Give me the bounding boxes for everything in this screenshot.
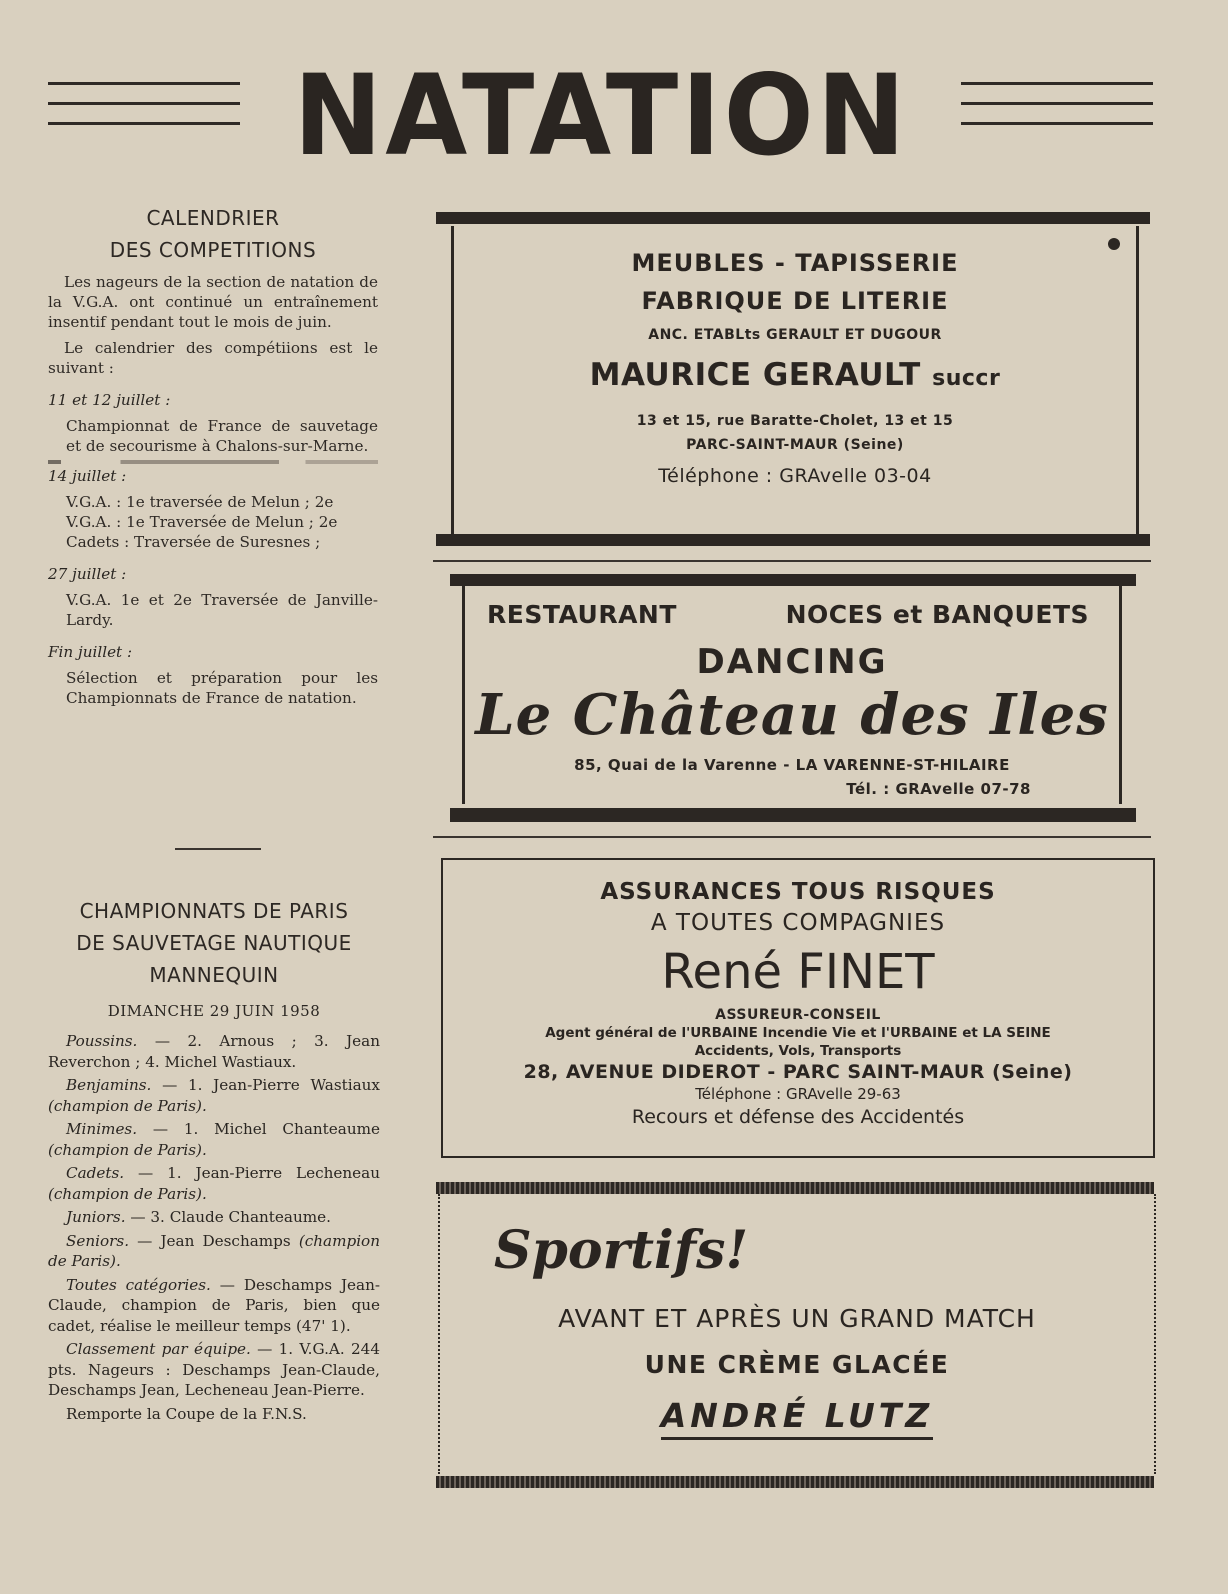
- masthead-lines-left: [48, 82, 240, 144]
- ad-assurances-role: ASSUREUR-CONSEIL: [715, 1007, 881, 1023]
- masthead-lines-right: [961, 82, 1153, 144]
- result-item: Toutes catégories. — Deschamps Jean-Claude, champion de Paris, bien que cadet, réalise le meilleur temps (47' 1).: [48, 1275, 380, 1335]
- championship-title-line2: DE SAUVETAGE NAUTIQUE: [76, 931, 352, 955]
- calendar-intro: Les nageurs de la section de natation de la V.G.A. ont continué un entraînement insentif pendant tout le mois de juin.: [48, 273, 378, 331]
- print-smear: [48, 460, 378, 464]
- ad-separator: [433, 836, 1151, 838]
- ad-glace: [438, 1194, 1156, 1474]
- ad-meubles-phone: Téléphone : GRAvelle 03-04: [658, 465, 932, 487]
- ad-border-top: [450, 574, 1136, 586]
- event-line: V.G.A. 1e et 2e Traversée de Janville-Lardy.: [66, 591, 378, 629]
- championship-title-line3: MANNEQUIN: [149, 963, 279, 987]
- section-divider: [175, 848, 261, 850]
- result-item: Benjamins. — 1. Jean-Pierre Wastiaux (champion de Paris).: [48, 1076, 380, 1115]
- championship-date: DIMANCHE 29 JUIN 1958: [107, 1002, 321, 1020]
- ad-glace-line2: UNE CRÈME GLACÉE: [644, 1350, 950, 1379]
- ad-assurances: [441, 858, 1155, 1158]
- calendar-title-line1: CALENDRIER: [146, 206, 280, 230]
- result-item: Juniors. — 3. Claude Chanteaume.: [66, 1208, 331, 1226]
- event-date: Fin juillet :: [48, 643, 133, 661]
- ad-border-bottom: [436, 534, 1150, 546]
- event-line: Sélection et préparation pour les Championnats de France de natation.: [66, 669, 378, 707]
- event-date: 27 juillet :: [48, 565, 127, 583]
- ad-meubles-line3: ANC. ETABLts GERAULT ET DUGOUR: [648, 327, 942, 343]
- calendar-intro2: Le calendrier des compétiions est le suivant :: [48, 339, 378, 377]
- result-item: Classement par équipe. — 1. V.G.A. 244 pts. Nageurs : Deschamps Jean-Claude, Deschamps Jean, Lecheneau Jean-Pierre.: [48, 1340, 380, 1399]
- ad-assurances-phone: Téléphone : GRAvelle 29-63: [695, 1085, 901, 1103]
- ad-assurances-agent: Agent général de l'URBAINE Incendie Vie et l'URBAINE et LA SEINE: [545, 1025, 1051, 1041]
- ad-meubles-city: PARC-SAINT-MAUR (Seine): [686, 437, 904, 453]
- event-line: V.G.A. : 1e traversée de Melun ; 2e: [66, 493, 334, 511]
- masthead: [48, 50, 1153, 181]
- ornament-icon: [1108, 238, 1120, 250]
- ad-border-top: [436, 1182, 1154, 1194]
- championship-article: [48, 895, 380, 1427]
- ad-restaurant-address: 85, Quai de la Varenne - LA VARENNE-ST-HILAIRE: [574, 756, 1010, 774]
- ad-separator: [433, 560, 1151, 562]
- ad-glace-brand: ANDRÉ LUTZ: [440, 1396, 1154, 1435]
- results-list: [48, 1031, 380, 1424]
- ad-border-bottom: [450, 808, 1136, 822]
- event-line: V.G.A. : 1e Traversée de Melun ; 2e: [66, 513, 338, 531]
- ad-border-bottom: [436, 1476, 1154, 1488]
- event-date: 14 juillet :: [48, 467, 127, 485]
- calendar-article: [48, 202, 378, 708]
- ad-restaurant-header: RESTAURANT NOCES et BANQUETS: [487, 600, 1089, 629]
- result-item: Remporte la Coupe de la F.N.S.: [66, 1404, 307, 1423]
- ad-meubles-line1: MEUBLES - TAPISSERIE: [631, 249, 959, 277]
- ad-glace-headline: Sportifs!: [494, 1220, 749, 1281]
- ad-assurances-branches: Accidents, Vols, Transports: [694, 1043, 902, 1059]
- ad-meubles-name: MAURICE GERAULT succr: [589, 357, 1001, 393]
- event-line: Cadets : Traversée de Suresnes ;: [66, 533, 321, 551]
- calendar-title-line2: DES COMPETITIONS: [109, 238, 317, 262]
- ad-glace-line1: AVANT ET APRÈS UN GRAND MATCH: [558, 1304, 1036, 1333]
- ad-assurances-address: 28, AVENUE DIDEROT - PARC SAINT-MAUR (Seine): [523, 1061, 1073, 1083]
- ad-restaurant-dancing: DANCING: [696, 642, 888, 682]
- ad-assurances-name: René FINET: [661, 944, 935, 1000]
- ad-meubles: [451, 226, 1139, 534]
- result-item: Minimes. — 1. Michel Chanteaume (champion de Paris).: [48, 1120, 380, 1159]
- ad-meubles-line2: FABRIQUE DE LITERIE: [641, 287, 949, 315]
- event-line: Championnat de France de sauvetage et de secourisme à Chalons-sur-Marne.: [66, 417, 378, 455]
- result-item: Seniors. — Jean Deschamps (champion de Paris).: [48, 1231, 380, 1270]
- ad-assurances-line1: ASSURANCES TOUS RISQUES: [600, 879, 996, 905]
- ad-assurances-line2: A TOUTES COMPAGNIES: [650, 910, 946, 936]
- championship-title-line1: CHAMPIONNATS DE PARIS: [79, 899, 349, 923]
- ad-restaurant-name: Le Château des Iles: [475, 682, 1109, 748]
- page-title: NATATION: [293, 50, 909, 181]
- ad-restaurant: [462, 586, 1122, 804]
- ad-meubles-address: 13 et 15, rue Baratte-Cholet, 13 et 15: [636, 413, 954, 429]
- event-date: 11 et 12 juillet :: [48, 391, 171, 409]
- result-item: Poussins. — 2. Arnous ; 3. Jean Reverchon ; 4. Michel Wastiaux.: [48, 1032, 380, 1071]
- ad-border-top: [436, 212, 1150, 224]
- ad-assurances-tagline: Recours et défense des Accidentés: [631, 1106, 965, 1128]
- ad-restaurant-phone: Tél. : GRAvelle 07-78: [846, 780, 1031, 798]
- result-item: Cadets. — 1. Jean-Pierre Lecheneau (champion de Paris).: [48, 1164, 380, 1203]
